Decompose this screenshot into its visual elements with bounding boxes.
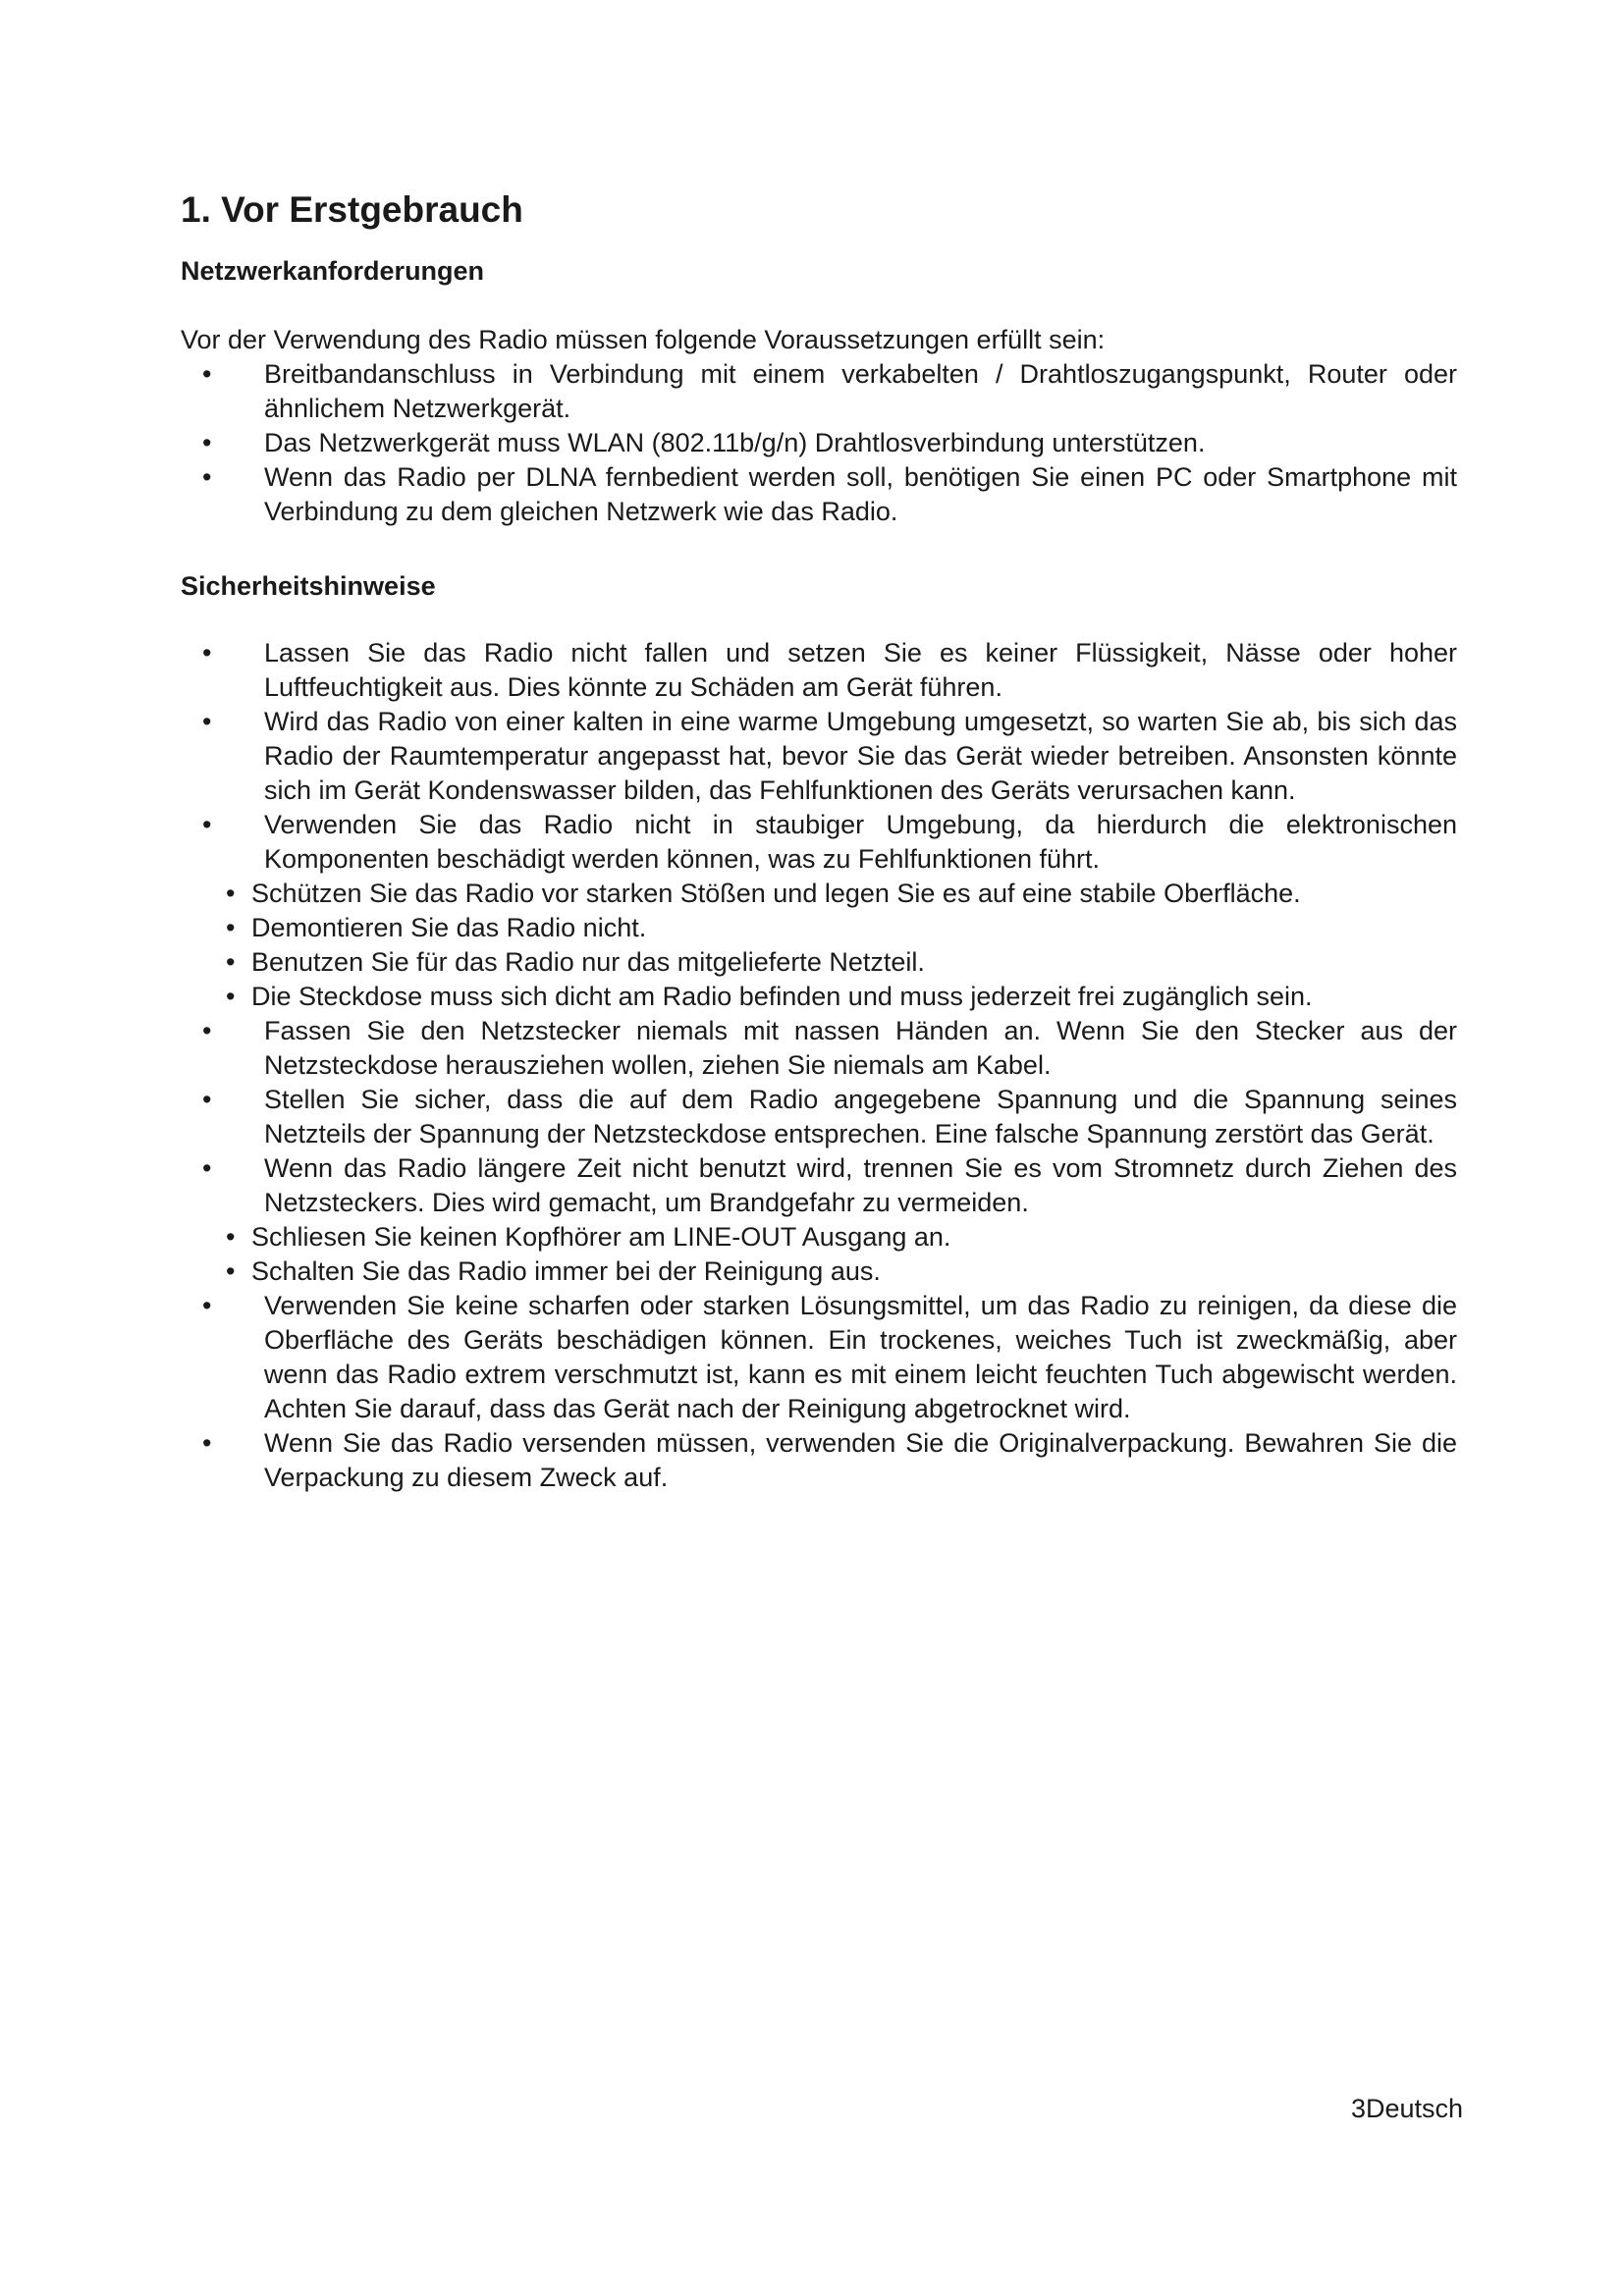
safety-instructions-list [181,636,1457,1495]
list-item: • Wenn das Radio per DLNA fernbedient werden soll, benötigen Sie einen PC oder Smartphone mit Verbindung zu dem gleichen Netzwerk wie das Radio. [181,460,1457,529]
list-item: • Benutzen Sie für das Radio nur das mitgelieferte Netzteil. [181,945,1457,980]
network-requirements-list [181,357,1457,529]
list-item: • Wird das Radio von einer kalten in eine warme Umgebung umgesetzt, so warten Sie ab, bis sich das Radio der Raumtemperatur angepasst hat, bevor Sie das Gerät wieder betreiben. Ansonsten könnte sich im Gerät Kondenswasser bilden, das Fehlfunktionen des Geräts verursachen kann. [181,705,1457,808]
list-item: • Wenn Sie das Radio versenden müssen, verwenden Sie die Originalverpackung. Bewahren Sie die Verpackung zu diesem Zweck auf. [181,1426,1457,1495]
list-item: • Schützen Sie das Radio vor starken Stößen und legen Sie es auf eine stabile Oberfläche. [181,877,1457,911]
list-item: • Demontieren Sie das Radio nicht. [181,911,1457,945]
list-item: • Das Netzwerkgerät muss WLAN (802.11b/g/n) Drahtlosverbindung unterstützen. [181,426,1457,460]
list-item: • Verwenden Sie keine scharfen oder starken Lösungsmittel, um das Radio zu reinigen, da diese die Oberfläche des Geräts beschädigen können. Ein trockenes, weiches Tuch ist zweckmäßig, aber wenn das Radio extrem verschmutzt ist, kann es mit einem leicht feuchten Tuch abgewischt werden. Achten Sie darauf, dass das Gerät nach der Reinigung abgetrocknet wird. [181,1289,1457,1426]
page-title: 1. Vor Erstgebrauch [181,189,523,230]
page-footer: 3Deutsch [1351,2094,1464,2123]
list-item: • Lassen Sie das Radio nicht fallen und setzen Sie es keiner Flüssigkeit, Nässe oder hoher Luftfeuchtigkeit aus. Dies könnte zu Schäden am Gerät führen. [181,636,1457,705]
list-item: • Verwenden Sie das Radio nicht in staubiger Umgebung, da hierdurch die elektronischen Komponenten beschädigt werden können, was zu Fehlfunktionen führt. [181,808,1457,877]
list-item: • Fassen Sie den Netzstecker niemals mit nassen Händen an. Wenn Sie den Stecker aus der Netzsteckdose herausziehen wollen, ziehen Sie niemals am Kabel. [181,1014,1457,1083]
list-item: • Die Steckdose muss sich dicht am Radio befinden und muss jederzeit frei zugänglich sein. [181,980,1457,1014]
network-requirements-intro: Vor der Verwendung des Radio müssen folgende Voraussetzungen erfüllt sein: [181,325,1106,354]
safety-instructions-heading: Sicherheitshinweise [181,571,436,601]
list-item: • Stellen Sie sicher, dass die auf dem Radio angegebene Spannung und die Spannung seines Netzteils der Spannung der Netzsteckdose entsprechen. Eine falsche Spannung zerstört das Gerät. [181,1083,1457,1151]
list-item: • Breitbandanschluss in Verbindung mit einem verkabelten / Drahtloszugangspunkt, Router oder ähnlichem Netzwerkgerät. [181,357,1457,426]
network-requirements-heading: Netzwerkanforderungen [181,256,485,286]
list-item: • Wenn das Radio längere Zeit nicht benutzt wird, trennen Sie es vom Stromnetz durch Ziehen des Netzsteckers. Dies wird gemacht, um Brandgefahr zu vermeiden. [181,1151,1457,1220]
list-item: • Schalten Sie das Radio immer bei der Reinigung aus. [181,1255,1457,1289]
list-item: • Schliesen Sie keinen Kopfhörer am LINE-OUT Ausgang an. [181,1220,1457,1255]
